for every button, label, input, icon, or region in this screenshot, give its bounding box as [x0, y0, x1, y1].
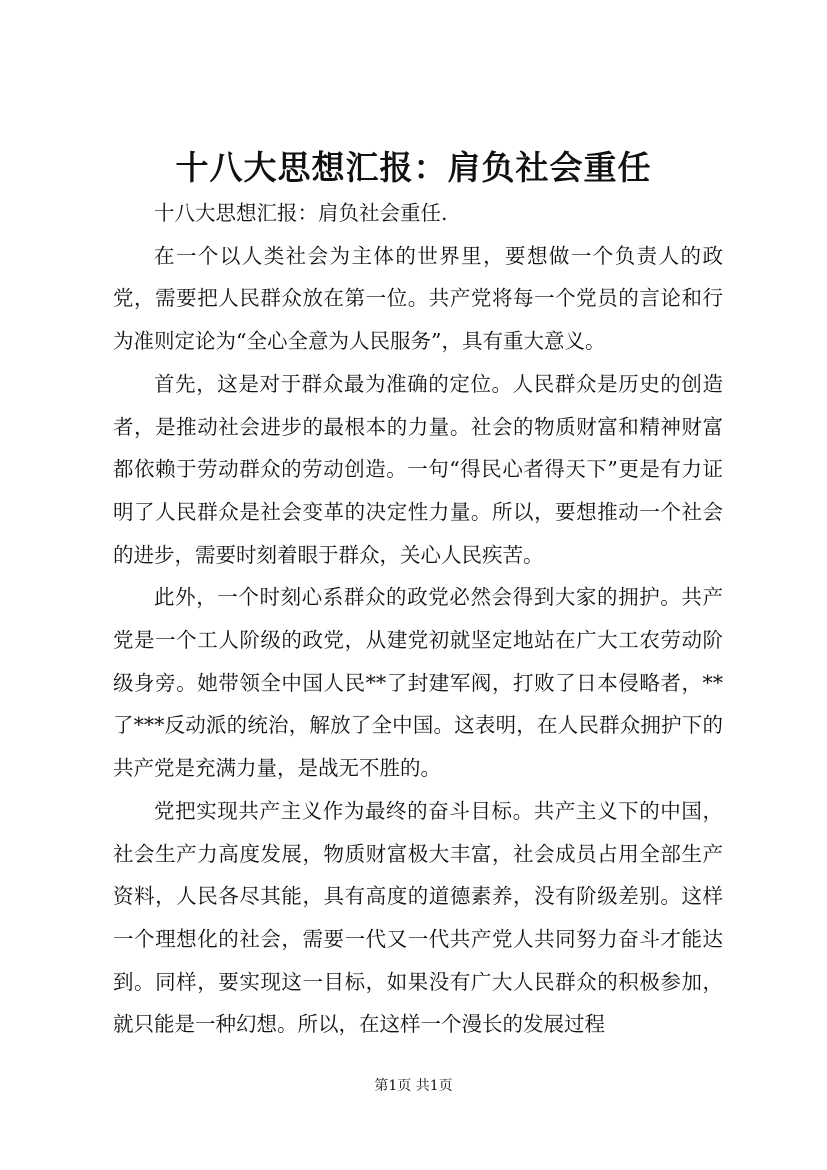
- paragraph: 党把实现共产主义作为最终的奋斗目标。共产主义下的中国，社会生产力高度发展，物质财富极大丰富，社会成员占用全部生产资料，人民各尽其能，具有高度的道德素养，没有阶级差别。这样一个理想化的社会，需要一代又一代共产党人共同努力奋斗才能达到。同样，要实现这一目标，如果没有广大人民群众的积极参加，就只能是一种幻想。所以，在这样一个漫长的发展过程: [113, 798, 723, 1037]
- paragraph-subtitle: 十八大思想汇报：肩负社会重任.: [154, 201, 448, 225]
- paragraph: 在一个以人类社会为主体的世界里，要想做一个负责人的政党，需要把人民群众放在第一位。共产党将每一个党员的言论和行为准则定论为“全心全意为人民服务”，具有重大意义。: [113, 243, 723, 354]
- page-footer: 第1页 共1页: [374, 1078, 453, 1094]
- document-title: 十八大思想汇报：肩负社会重任: [175, 148, 652, 187]
- document-body: [113, 192, 723, 1046]
- paragraph: 此外，一个时刻心系群众的政党必然会得到大家的拥护。共产党是一个工人阶级的政党，从建党初就坚定地站在广大工农劳动阶级身旁。她带领全中国人民**了封建军阀，打败了日本侵略者，**了***反动派的统治，解放了全中国。这表明，在人民群众拥护下的共产党是充满力量，是战无不胜的。: [113, 585, 723, 781]
- paragraph: 首先，这是对于群众最为准确的定位。人民群众是历史的创造者，是推动社会进步的最根本的力量。社会的物质财富和精神财富都依赖于劳动群众的劳动创造。一句“得民心者得天下”更是有力证明了人民群众是社会变革的决定性力量。所以，要想推动一个社会的进步，需要时刻着眼于群众，关心人民疾苦。: [113, 371, 723, 567]
